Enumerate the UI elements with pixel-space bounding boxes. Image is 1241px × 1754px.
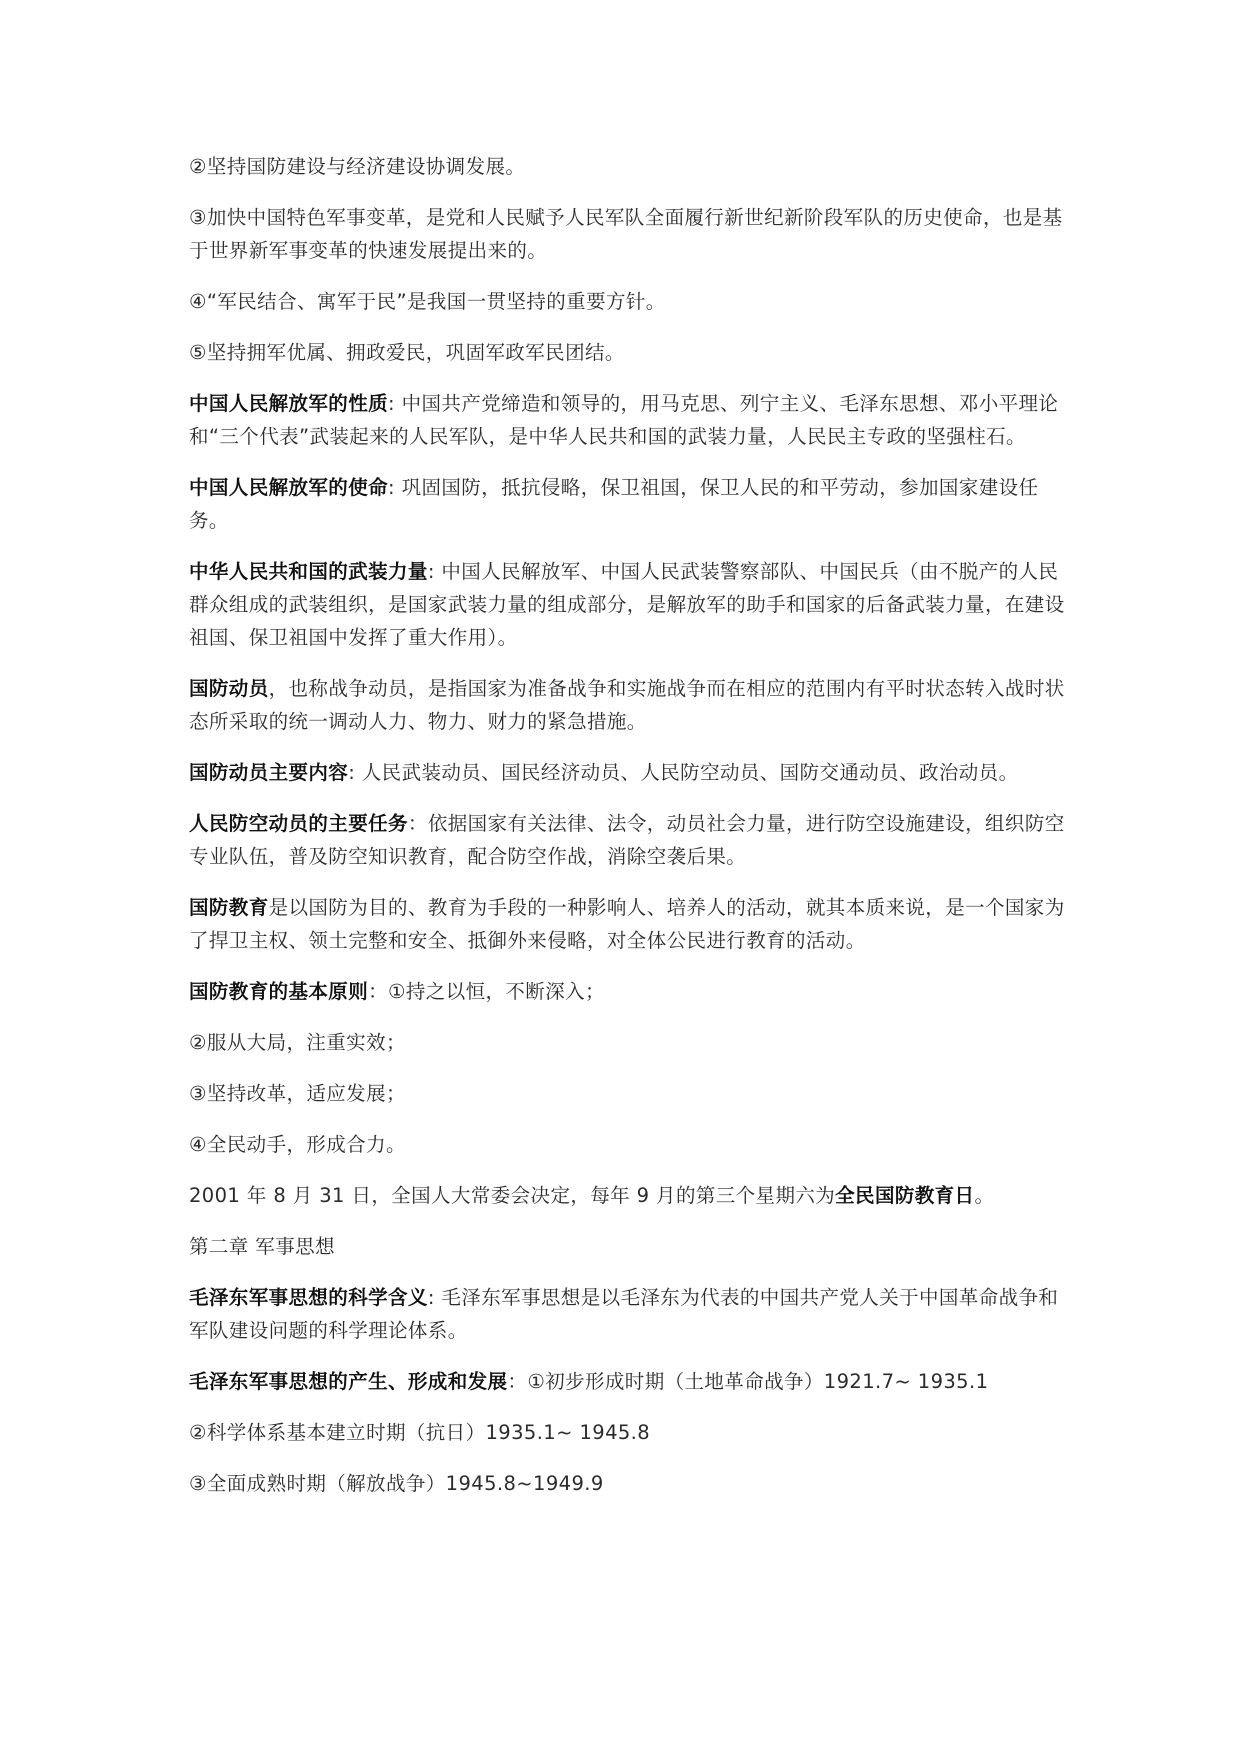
separator: : <box>388 392 402 415</box>
body-text: ②服从大局，注重实效； <box>189 1031 406 1054</box>
paragraph-principle-3 <box>189 1077 1069 1110</box>
separator: ： <box>368 980 389 1003</box>
body-text: 人民武装动员、国民经济动员、人民防空动员、国防交通动员、政治动员。 <box>361 761 1019 784</box>
body-text: ③全面成熟时期（解放战争）1945.8~1949.9 <box>189 1472 604 1495</box>
term: 中国人民解放军的性质 <box>189 392 389 415</box>
paragraph-education-principles <box>189 975 1069 1008</box>
paragraph-air-defense <box>189 807 1069 873</box>
body-text: 第二章 军事思想 <box>189 1235 335 1258</box>
paragraph-education-day <box>189 1179 1069 1212</box>
body-text: ④全民动手，形成合力。 <box>189 1133 406 1156</box>
separator: ： <box>407 812 428 835</box>
body-text-tail: 。 <box>974 1184 995 1207</box>
separator: ： <box>507 1370 528 1393</box>
body-text: 是以国防为目的、教育为手段的一种影响人、培养人的活动，就其本质来说，是一个国家为了捍卫主权、领土完整和安全、抵御外来侵略，对全体公民进行教育的活动。 <box>189 896 1065 952</box>
term: 国防教育 <box>189 896 269 919</box>
chapter-heading <box>189 1230 1069 1263</box>
paragraph-mao-thought-development <box>189 1365 1069 1398</box>
term: 中国人民解放军的使命 <box>189 476 389 499</box>
term: 毛泽东军事思想的产生、形成和发展 <box>189 1370 508 1393</box>
paragraph-2 <box>189 201 1069 267</box>
body-text: ①初步形成时期（土地革命战争）1921.7~ 1935.1 <box>527 1370 989 1393</box>
document-page <box>189 150 1069 1518</box>
body-text: ③加快中国特色军事变革，是党和人民赋予人民军队全面履行新世纪新阶段军队的历史使命，也是基于世界新军事变革的快速发展提出来的。 <box>189 206 1063 262</box>
separator: : <box>427 1286 442 1309</box>
separator: ， <box>268 677 289 700</box>
body-text: 依据国家有关法律、法令，动员社会力量，进行防空设施建设，组织防空专业队伍，普及防空知识教育，配合防空作战，消除空袭后果。 <box>189 812 1065 868</box>
paragraph-mobilization <box>189 672 1069 738</box>
term: 国防教育的基本原则 <box>189 980 369 1003</box>
body-text: 也称战争动员，是指国家为准备战争和实施战争而在相应的范围内有平时状态转入战时状态所采取的统一调动人力、物力、财力的紧急措施。 <box>189 677 1065 733</box>
term: 国防动员主要内容 <box>189 761 349 784</box>
body-text: ②坚持国防建设与经济建设协调发展。 <box>189 155 526 178</box>
separator: : <box>427 560 442 583</box>
paragraph-mobilization-content <box>189 756 1069 789</box>
paragraph-stage-3 <box>189 1467 1069 1500</box>
separator: : <box>388 476 402 499</box>
body-text: ①持之以恒，不断深入； <box>388 980 605 1003</box>
paragraph-armed-forces <box>189 555 1069 654</box>
paragraph-4 <box>189 336 1069 369</box>
body-text: 毛泽东军事思想是以毛泽东为代表的中国共产党人关于中国革命战争和军队建设问题的科学理论体系。 <box>189 1286 1059 1342</box>
body-text: 中国人民解放军、中国人民武装警察部队、中国民兵（由不脱产的人民群众组成的武装组织，是国家武装力量的组成部分，是解放军的助手和国家的后备武装力量，在建设祖国、保卫祖国中发挥了重大作用）。 <box>189 560 1065 649</box>
term: 人民防空动员的主要任务 <box>189 812 408 835</box>
paragraph-principle-2 <box>189 1026 1069 1059</box>
paragraph-principle-4 <box>189 1128 1069 1161</box>
body-text: 中国共产党缔造和领导的，用马克思、列宁主义、毛泽东思想、邓小平理论和“三个代表”武装起来的人民军队，是中华人民共和国的武装力量，人民民主专政的坚强柱石。 <box>189 392 1059 448</box>
body-text: ④“军民结合、寓军于民”是我国一贯坚持的重要方针。 <box>189 290 666 313</box>
body-text: 2001 年 8 月 31 日，全国人大常委会决定，每年 9 月的第三个星期六为 <box>189 1184 836 1207</box>
paragraph-pla-nature <box>189 387 1069 453</box>
term: 毛泽东军事思想的科学含义 <box>189 1286 428 1309</box>
paragraph-stage-2 <box>189 1416 1069 1449</box>
paragraph-mao-thought-meaning <box>189 1281 1069 1347</box>
separator: : <box>348 761 362 784</box>
paragraph-3 <box>189 285 1069 318</box>
body-text: ⑤坚持拥军优属、拥政爱民，巩固军政军民团结。 <box>189 341 625 364</box>
paragraph-defense-education <box>189 891 1069 957</box>
body-text: ②科学体系基本建立时期（抗日）1935.1~ 1945.8 <box>189 1421 651 1444</box>
term: 中华人民共和国的武装力量 <box>189 560 428 583</box>
body-text: 巩固国防，抵抗侵略，保卫祖国，保卫人民的和平劳动，参加国家建设任务。 <box>189 476 1039 532</box>
term: 国防动员 <box>189 677 269 700</box>
body-text: ③坚持改革，适应发展； <box>189 1082 406 1105</box>
paragraph-1 <box>189 150 1069 183</box>
paragraph-pla-mission <box>189 471 1069 537</box>
term: 全民国防教育日 <box>835 1184 975 1207</box>
